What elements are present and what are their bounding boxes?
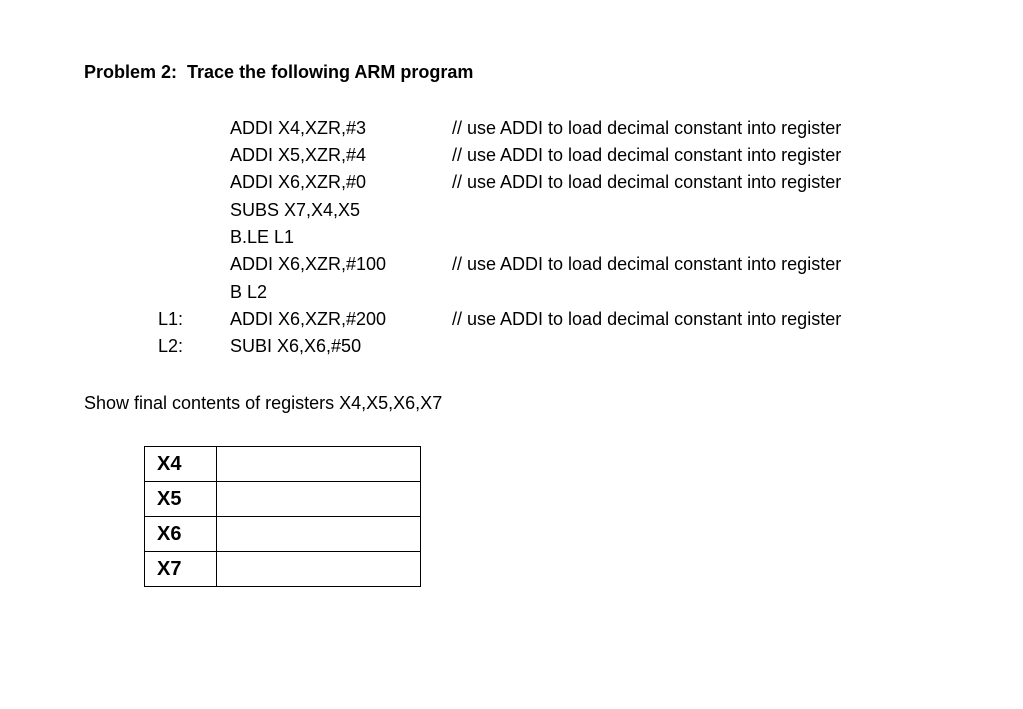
code-line — [0, 309, 1023, 336]
code-instruction: ADDI X4,XZR,#3 — [230, 118, 367, 138]
register-name: X6 — [145, 517, 217, 552]
register-value-cell[interactable] — [217, 552, 421, 587]
code-line — [0, 282, 1023, 309]
code-instruction: SUBI X6,X6,#50 — [230, 336, 362, 356]
code-instruction: B L2 — [230, 282, 268, 302]
code-instruction: ADDI X6,XZR,#100 — [230, 254, 387, 274]
code-instruction: SUBS X7,X4,X5 — [230, 200, 361, 220]
code-comment: // use ADDI to load decimal constant into register — [452, 172, 842, 192]
register-table — [144, 446, 421, 587]
register-name: X5 — [145, 482, 217, 517]
code-line — [0, 200, 1023, 227]
code-comment: // use ADDI to load decimal constant into register — [452, 118, 842, 138]
table-row — [145, 517, 421, 552]
code-line — [0, 118, 1023, 145]
code-comment: // use ADDI to load decimal constant into register — [452, 254, 842, 274]
register-name: X4 — [145, 447, 217, 482]
table-row — [145, 482, 421, 517]
register-value-cell[interactable] — [217, 482, 421, 517]
code-label: L1: — [158, 309, 184, 329]
register-value-cell[interactable] — [217, 517, 421, 552]
code-line — [0, 254, 1023, 281]
code-line — [0, 145, 1023, 172]
table-row — [145, 447, 421, 482]
code-line — [0, 172, 1023, 199]
table-row — [145, 552, 421, 587]
code-label: L2: — [158, 336, 184, 356]
code-comment: // use ADDI to load decimal constant into register — [452, 309, 842, 329]
code-instruction: ADDI X5,XZR,#4 — [230, 145, 367, 165]
question-prompt: Show final contents of registers X4,X5,X6,X7 — [84, 393, 443, 413]
code-instruction: ADDI X6,XZR,#200 — [230, 309, 387, 329]
code-line — [0, 227, 1023, 254]
code-comment: // use ADDI to load decimal constant into register — [452, 145, 842, 165]
code-instruction: B.LE L1 — [230, 227, 295, 247]
register-value-cell[interactable] — [217, 447, 421, 482]
code-instruction: ADDI X6,XZR,#0 — [230, 172, 367, 192]
code-line — [0, 336, 1023, 363]
register-name: X7 — [145, 552, 217, 587]
problem-title: Problem 2: Trace the following ARM program — [84, 62, 474, 82]
